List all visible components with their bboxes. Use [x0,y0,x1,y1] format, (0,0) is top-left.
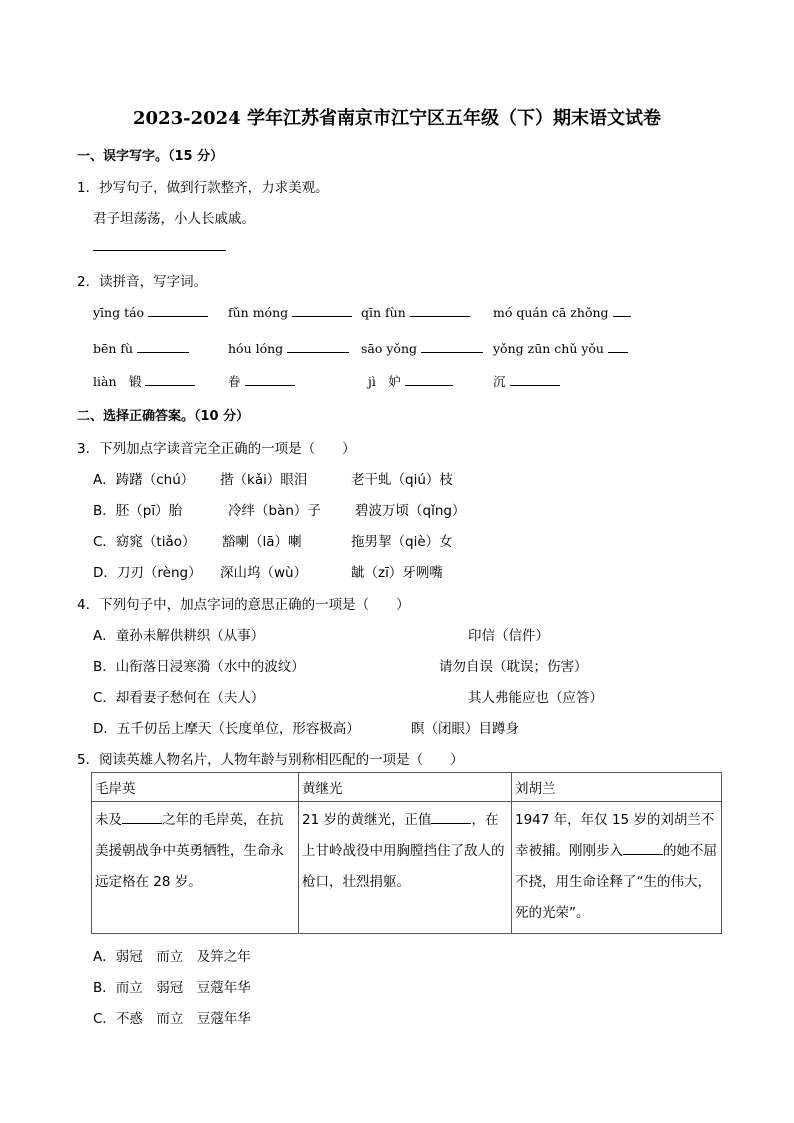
section-heading-2: 二、选择正确答案。（10 分） [77,409,250,424]
option-c-word: 豁喇（lā）喇 [222,534,302,550]
answer-blank[interactable] [292,303,352,317]
answer-blank[interactable] [137,339,189,353]
pinyin-item: fǔn móng [228,303,352,320]
option-c-word: 其人弗能应也（应答） [468,690,603,706]
pinyin-item: yīng táo [93,303,208,320]
answer-blank[interactable] [122,809,162,824]
hero-card-table [91,772,722,934]
option-c[interactable]: C．不惑 而立 豆蔻年华 [93,1011,251,1027]
pinyin-item: liàn 锻 [93,372,195,390]
answer-blank[interactable] [510,372,560,386]
option-b[interactable]: B．而立 弱冠 豆蔻年华 [93,980,251,996]
answer-blank[interactable] [410,303,470,317]
question-1-stem: 1．抄写句子，做到行款整齐，力求美观。 [77,180,329,196]
question-5-stem: 5．阅读英雄人物名片，人物年龄与别称相匹配的一项是（ ） [77,752,464,768]
table-header: 黄继光 [299,773,512,802]
table-cell: 未及 之年的毛岸英，在抗美援朝战争中英勇牺牲，生命永远定格在 28 岁。 [92,802,299,934]
option-a-word: 老干虬（qiú）枝 [351,472,453,488]
pinyin-item: bēn fù [93,339,189,356]
table-header: 刘胡兰 [512,773,722,802]
answer-blank[interactable] [405,372,453,386]
answer-blank[interactable] [245,372,295,386]
option-b-word: 冷绊（bàn）子 [228,503,321,519]
option-a-word: 印信（信件） [468,628,549,644]
option-d-word: 瞑（闭眼）目蹲身 [411,721,519,737]
answer-blank[interactable] [145,372,195,386]
question-2-stem: 2．读拼音，写字词。 [77,274,208,290]
page-title: 2023-2024 学年江苏省南京市江宁区五年级（下）期末语文试卷 [133,108,661,129]
table-cell: 1947 年，年仅 15 岁的刘胡兰不幸被捕。刚刚步入 的她不屈不挠，用生命诠释了“生的伟大，死的光荣”。 [512,802,722,934]
answer-blank[interactable] [287,339,349,353]
pinyin-item: 眷 [228,372,295,390]
pinyin-item: jì 妒 [368,372,453,390]
table-header: 毛岸英 [92,773,299,802]
option-d[interactable]: D．刀刃（rèng） [93,565,202,581]
answer-blank[interactable] [431,809,471,824]
table-cell: 21 岁的黄继光，正值 ，在上甘岭战役中用胸膛挡住了敌人的枪口，壮烈捐躯。 [299,802,512,934]
question-4-stem: 4．下列句子中，加点字词的意思正确的一项是（ ） [77,597,410,613]
pinyin-item: sāo yǒng [361,339,483,356]
section-heading-1: 一、误字写字。（15 分） [77,149,224,164]
option-d[interactable]: D．五千仞岳上摩天（长度单位，形容极高） [93,721,360,737]
option-d-word: 龇（zī）牙咧嘴 [351,565,443,581]
option-b-word: 碧波万顷（qǐng） [355,503,466,519]
option-a[interactable]: A．踌躇（chú） [93,472,195,488]
option-c-word: 拖男挈（qiè）女 [351,534,453,550]
option-c[interactable]: C．窈窕（tiǎo） [93,534,196,550]
answer-blank[interactable] [148,303,208,317]
answer-line[interactable] [93,250,226,251]
answer-blank[interactable] [613,303,631,317]
option-a-word: 揩（kǎi）眼泪 [220,472,308,488]
pinyin-item: yǒng zūn chǔ yǒu [493,339,628,356]
option-b[interactable]: B．山衔落日浸寒漪（水中的波纹） [93,659,305,675]
option-b[interactable]: B．胚（pī）胎 [93,503,183,519]
answer-blank[interactable] [623,840,663,855]
question-3-stem: 3．下列加点字读音完全正确的一项是（ ） [77,441,356,457]
pinyin-item: qīn fùn [361,303,470,320]
option-a[interactable]: A．弱冠 而立 及笄之年 [93,949,251,965]
option-b-word: 请勿自误（耽误；伤害） [439,659,588,675]
option-d-word: 深山坞（wù） [220,565,308,581]
option-a[interactable]: A．童孙未解供耕织（从事） [93,628,265,644]
pinyin-item: mó quán cā zhǒng [493,303,631,320]
option-c[interactable]: C．却看妻子愁何在（夫人） [93,690,265,706]
pinyin-item: hóu lóng [228,339,349,356]
answer-blank[interactable] [608,339,628,353]
pinyin-item: 沉 [493,372,560,390]
question-1-sentence: 君子坦荡荡，小人长戚戚。 [93,211,255,227]
answer-blank[interactable] [421,339,483,353]
